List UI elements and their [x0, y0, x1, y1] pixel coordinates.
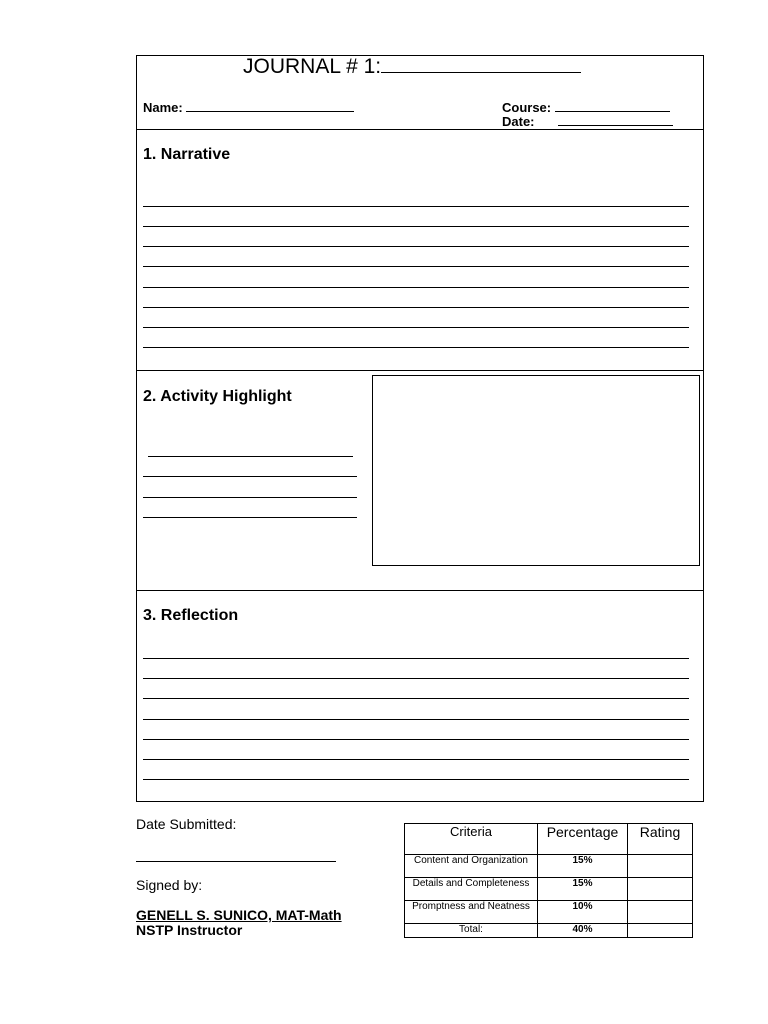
- narrative-line[interactable]: [143, 266, 689, 267]
- activity-highlight-heading: 2. Activity Highlight: [143, 388, 292, 405]
- reflection-line[interactable]: [143, 698, 689, 699]
- instructor-title: NSTP Instructor: [136, 922, 243, 938]
- narrative-line[interactable]: [143, 287, 689, 288]
- section-divider: [136, 370, 704, 371]
- name-field: [143, 100, 354, 115]
- reflection-line[interactable]: [143, 759, 689, 760]
- rubric-total-rating[interactable]: [628, 924, 693, 938]
- name-blank[interactable]: [186, 111, 354, 112]
- narrative-line[interactable]: [143, 307, 689, 308]
- journal-title: [243, 55, 581, 79]
- rubric-total-row: [405, 924, 693, 938]
- rubric-percentage-cell: 15%: [538, 878, 628, 901]
- activity-photo-box[interactable]: [372, 375, 700, 566]
- instructor-name: GENELL S. SUNICO, MAT-Math: [136, 907, 342, 923]
- course-field: [502, 100, 670, 115]
- activity-line[interactable]: [143, 517, 357, 518]
- signed-by-label: Signed by:: [136, 877, 203, 893]
- activity-line[interactable]: [143, 497, 357, 498]
- journal-title-blank[interactable]: [381, 72, 581, 73]
- rubric-percentage-cell: 15%: [538, 855, 628, 878]
- date-label: Date:: [502, 114, 535, 129]
- journal-title-label: JOURNAL # 1:: [243, 55, 382, 78]
- narrative-heading: 1. Narrative: [143, 146, 231, 163]
- date-submitted-blank[interactable]: [136, 861, 336, 862]
- rubric-rating-cell[interactable]: [628, 878, 693, 901]
- narrative-line[interactable]: [143, 246, 689, 247]
- rubric-total-percentage: 40%: [538, 924, 628, 938]
- rubric-criteria-cell: Details and Completeness: [405, 878, 538, 901]
- section-divider: [136, 590, 704, 591]
- rubric-total-label: Total:: [405, 924, 538, 938]
- reflection-line[interactable]: [143, 678, 689, 679]
- name-label: Name:: [143, 100, 183, 115]
- grading-rubric-table: [404, 823, 693, 938]
- reflection-line[interactable]: [143, 719, 689, 720]
- header-divider: [136, 129, 704, 130]
- course-label: Course:: [502, 100, 552, 115]
- reflection-line[interactable]: [143, 658, 689, 659]
- reflection-heading: 3. Reflection: [143, 607, 239, 624]
- activity-line[interactable]: [143, 476, 357, 477]
- percentage-header: Percentage: [538, 824, 628, 855]
- course-blank[interactable]: [555, 111, 670, 112]
- narrative-line[interactable]: [143, 327, 689, 328]
- rating-header: Rating: [628, 824, 693, 855]
- rubric-row: [405, 901, 693, 924]
- rubric-row: [405, 855, 693, 878]
- date-blank[interactable]: [558, 125, 673, 126]
- rubric-criteria-cell: Content and Organization: [405, 855, 538, 878]
- rubric-rating-cell[interactable]: [628, 855, 693, 878]
- narrative-line[interactable]: [143, 347, 689, 348]
- rubric-header-row: [405, 824, 693, 855]
- reflection-line[interactable]: [143, 739, 689, 740]
- narrative-line[interactable]: [143, 206, 689, 207]
- reflection-line[interactable]: [143, 779, 689, 780]
- rubric-criteria-cell: Promptness and Neatness: [405, 901, 538, 924]
- narrative-line[interactable]: [143, 226, 689, 227]
- rubric-row: [405, 878, 693, 901]
- date-submitted-label: Date Submitted:: [136, 816, 237, 832]
- activity-line[interactable]: [148, 456, 353, 457]
- date-field: [502, 114, 673, 129]
- rubric-percentage-cell: 10%: [538, 901, 628, 924]
- criteria-header: Criteria: [405, 824, 538, 855]
- rubric-rating-cell[interactable]: [628, 901, 693, 924]
